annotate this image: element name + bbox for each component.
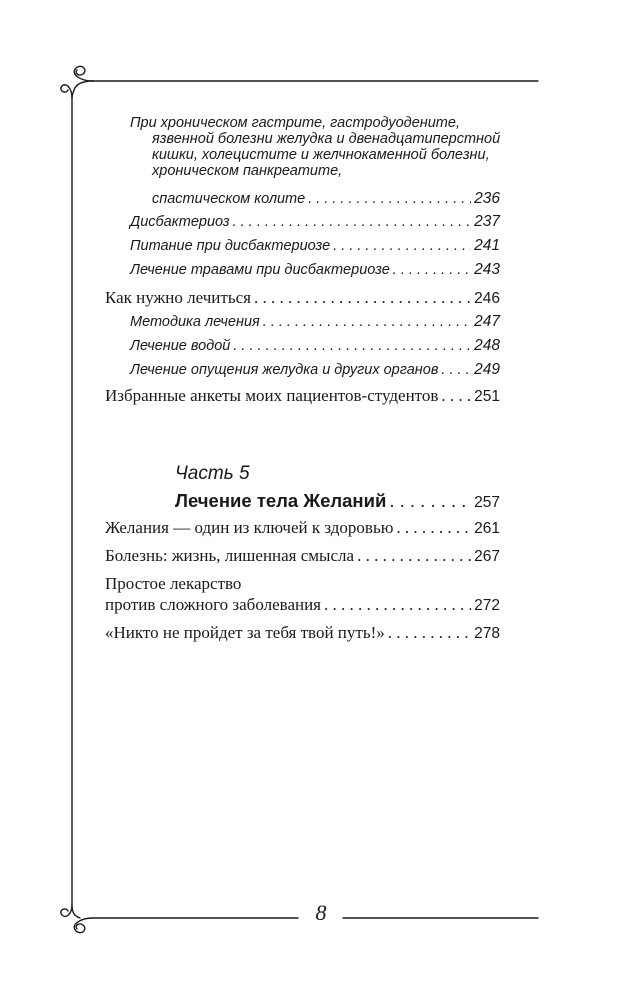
leader-dots (324, 595, 471, 615)
toc-entry-title: «Никто не пройдет за тебя твой путь!» (105, 623, 385, 642)
toc-entry-title: Питание при дисбактериозе (130, 238, 331, 254)
toc-entry-title: Как нужно лечиться (105, 288, 251, 307)
toc-entry-title: Болезнь: жизнь, лишенная смысла (105, 546, 355, 565)
toc-page-number: 278 (474, 625, 500, 642)
leader-dots (233, 214, 471, 230)
toc-page-number: 236 (474, 190, 500, 207)
toc-entry-line: кишки, холецистите и желчнокаменной болезни, (152, 147, 490, 163)
leader-dots (263, 314, 471, 330)
toc-entry-method[interactable] (130, 313, 500, 331)
leader-dots (441, 386, 471, 406)
leader-dots (254, 288, 471, 308)
toc-entry-title: Избранные анкеты моих пациентов-студентов (105, 386, 439, 405)
toc-page-number: 251 (474, 388, 500, 405)
toc-entry-title: Лечение водой (130, 338, 231, 354)
toc-entry-prolapse[interactable] (130, 361, 500, 379)
toc-entry-how-to-heal[interactable] (105, 288, 500, 308)
toc-part-title[interactable] (175, 490, 500, 512)
toc-page-number: 272 (474, 597, 500, 614)
leader-dots (388, 623, 471, 643)
toc-page-number: 237 (474, 213, 500, 230)
toc-page-number: 267 (474, 548, 500, 565)
toc-entry-dysbacteriosis[interactable] (130, 213, 500, 231)
toc-entry-illness[interactable] (105, 546, 500, 566)
toc-entry-gastritis[interactable] (130, 115, 500, 179)
toc-entry-gastritis-last[interactable] (152, 190, 500, 208)
toc-entry-line: язвенной болезни желудка и двенадцатиперстной (152, 131, 501, 147)
toc-entry-title: Лечение травами при дисбактериозе (130, 262, 390, 278)
toc-entry-path[interactable] (105, 623, 500, 643)
toc-entry-title: спастическом колите (152, 191, 306, 207)
leader-dots (333, 238, 471, 254)
toc-entry-title: Методика лечения (130, 314, 260, 330)
toc-page-number: 249 (474, 361, 500, 378)
toc-entry-title: Лечение тела Желаний (175, 490, 387, 511)
toc-entry-nutrition[interactable] (130, 237, 500, 255)
toc-entry-desires[interactable] (105, 518, 500, 538)
toc-page-number: 241 (474, 237, 500, 254)
leader-dots (441, 362, 471, 378)
toc-entry-title: против сложного заболевания (105, 595, 322, 614)
toc-page-number: 261 (474, 520, 500, 537)
toc-entry-herbs[interactable] (130, 261, 500, 279)
leader-dots (393, 262, 471, 278)
toc-entry-title: Лечение опущения желудка и других органов (130, 362, 439, 378)
toc-entry-remedy[interactable] (105, 595, 500, 615)
toc-page-number: 243 (474, 261, 500, 278)
leader-dots (389, 490, 471, 512)
leader-dots (308, 191, 471, 207)
toc-entry-questionnaires[interactable] (105, 386, 500, 406)
toc-entry-line: Простое лекарство (105, 574, 242, 593)
toc-entry-line: хроническом панкреатите, (152, 163, 343, 179)
toc-entry-title: Желания — один из ключей к здоровью (105, 518, 394, 537)
leader-dots (357, 546, 471, 566)
toc-page-number: 247 (474, 313, 500, 330)
toc-entry-line: При хроническом гастрите, гастродуодените, (130, 115, 460, 131)
leader-dots (396, 518, 471, 538)
toc-entry-title: Дисбактериоз (130, 214, 230, 230)
part-label: Часть 5 (175, 463, 250, 484)
toc-entry-water[interactable] (130, 337, 500, 355)
toc-page-number: 248 (474, 337, 500, 354)
toc-page-number: 246 (474, 290, 500, 307)
leader-dots (233, 338, 471, 354)
page-number: 8 (315, 900, 327, 925)
toc-page-number: 257 (474, 494, 500, 511)
